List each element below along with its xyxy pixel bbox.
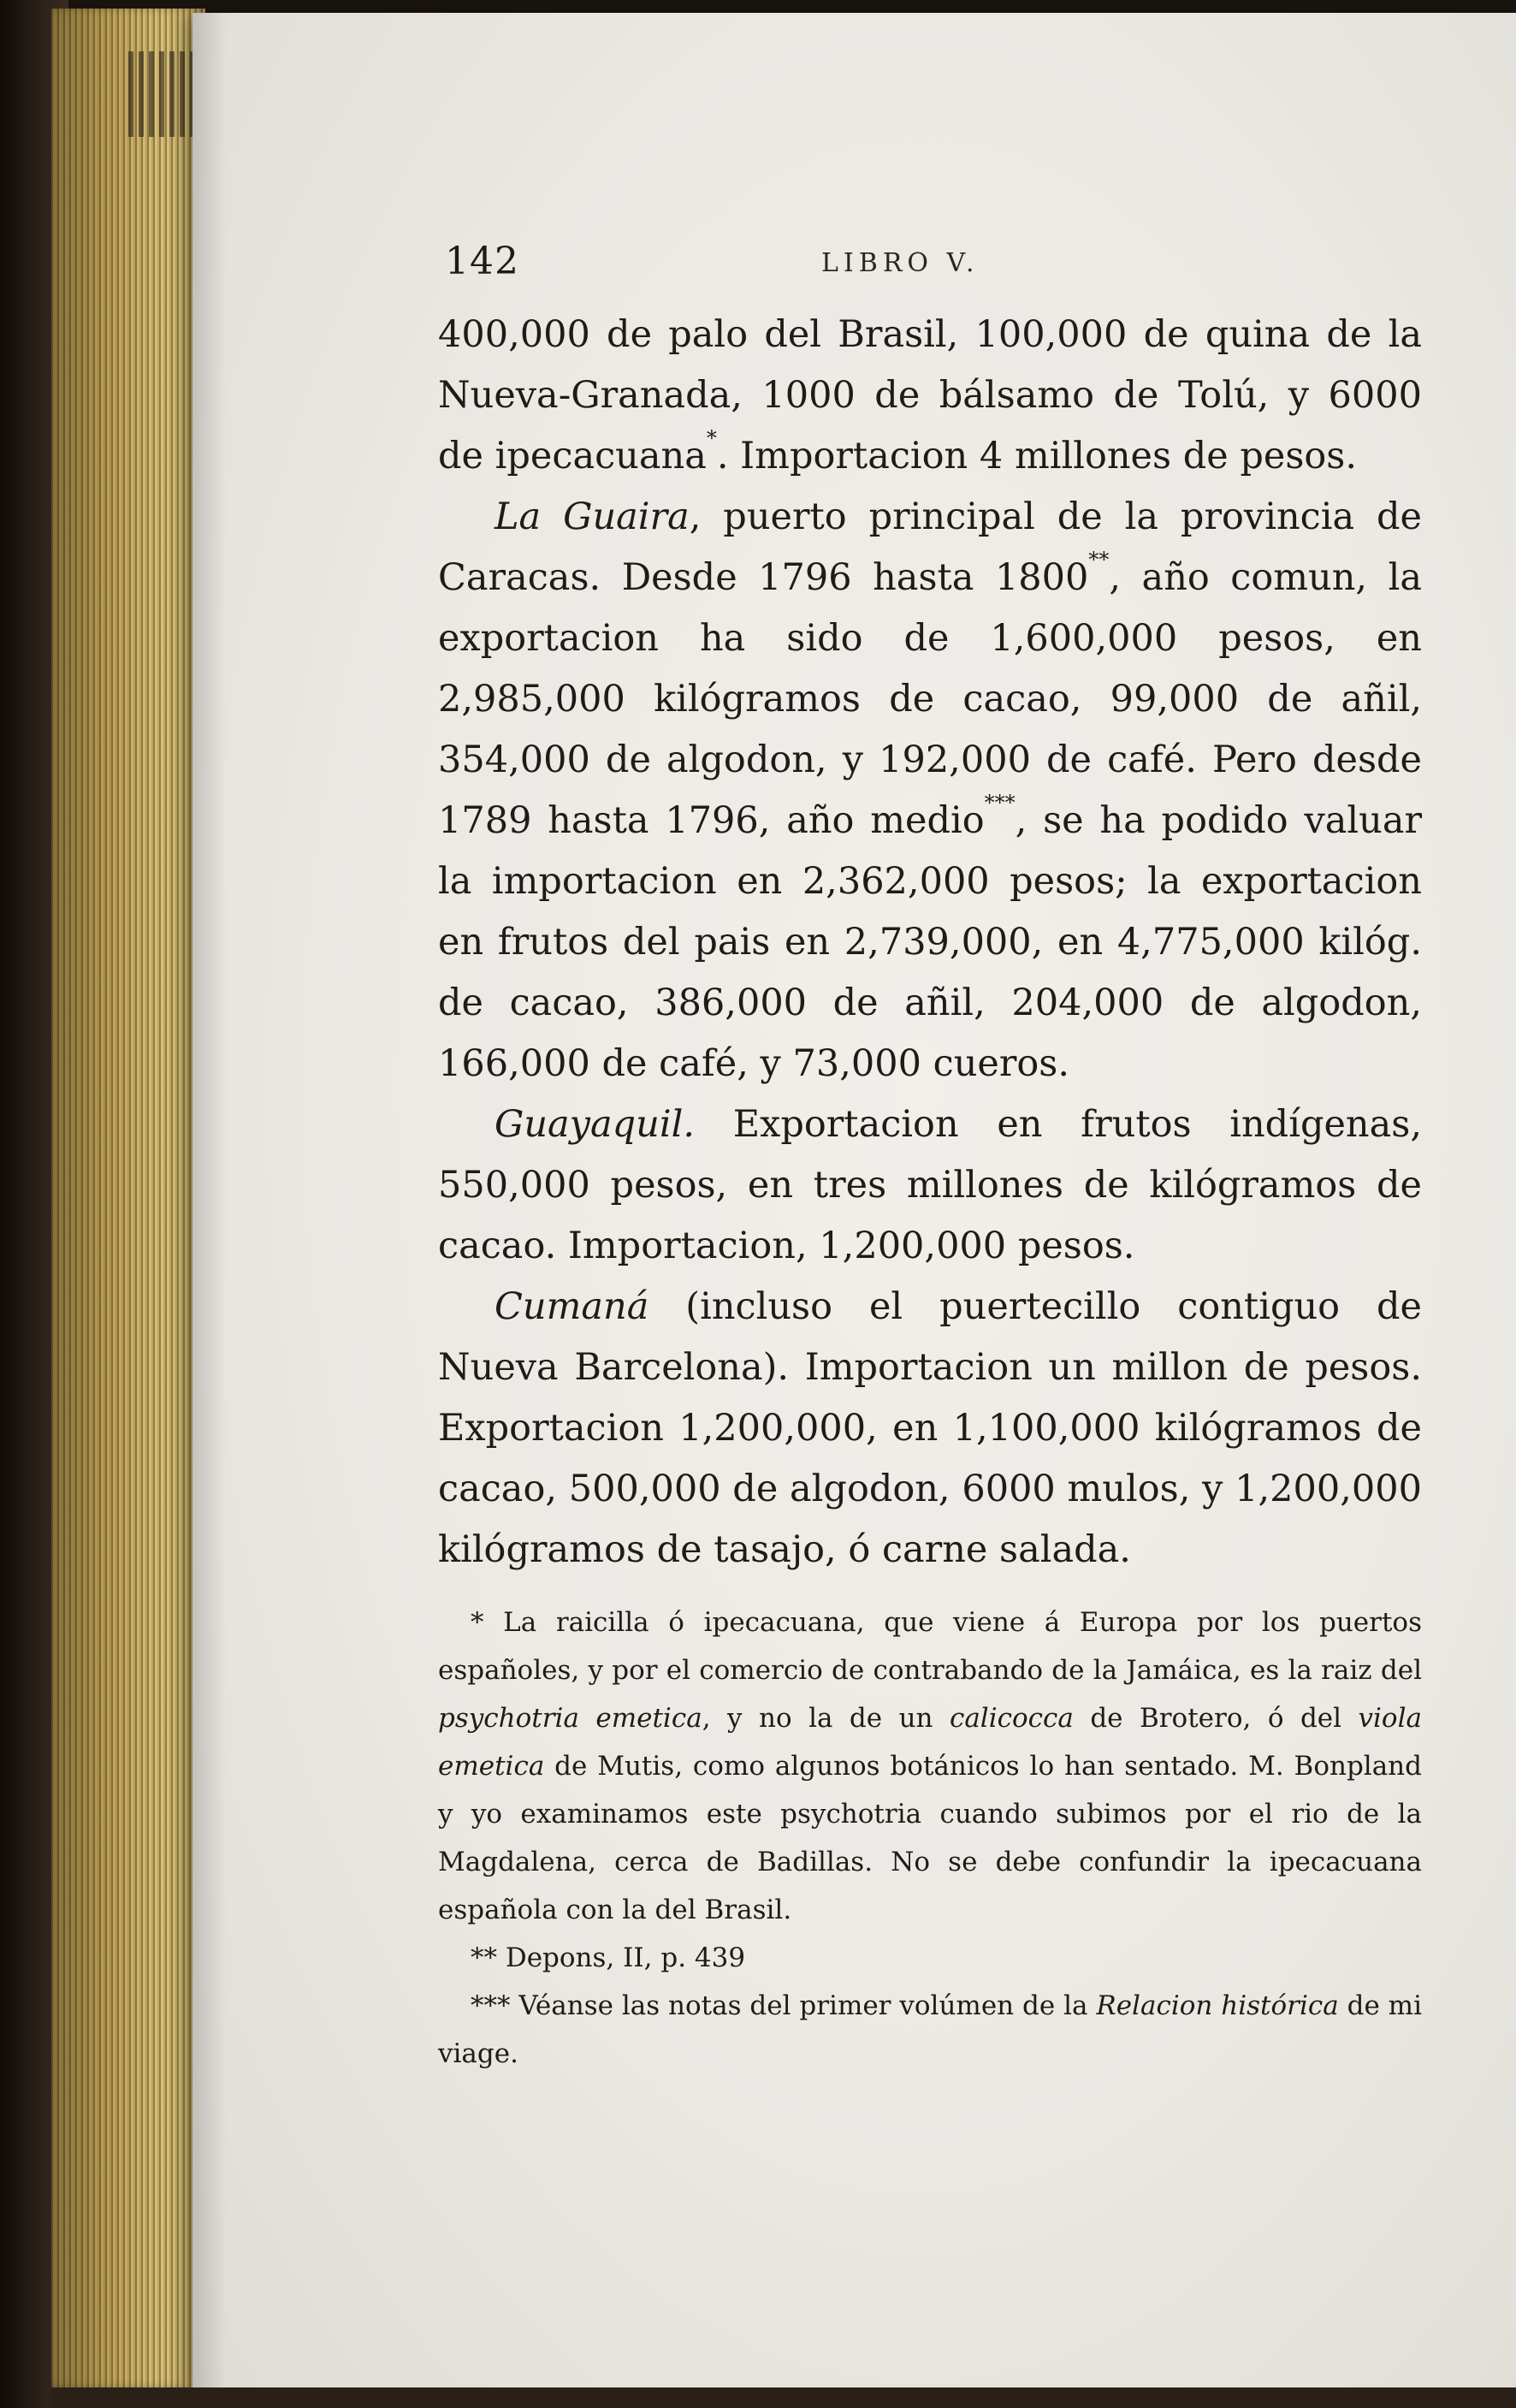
footnote-3	[438, 1982, 1422, 2078]
p4-lead: Cumaná	[494, 1285, 649, 1328]
footnotes	[438, 1598, 1422, 2078]
p1-tail: . Importacion 4 millones de pesos.	[716, 435, 1358, 477]
p3-text: Exportacion en frutos indígenas, 550,000 pesos, en tres millones de kilógramos de cacao. Importacion, 1,200,000 pesos.	[438, 1103, 1422, 1267]
fn2-text: Depons, II, p. 439	[497, 1942, 746, 1973]
fn2-mark: **	[471, 1942, 497, 1973]
binding-marks	[128, 51, 197, 137]
running-head	[445, 240, 1420, 300]
fn3-mark: ***	[471, 1990, 511, 2021]
page-number: 142	[445, 240, 519, 283]
gilded-page-edges	[51, 9, 205, 2387]
page-gutter-shadow	[192, 13, 227, 2392]
body-text	[438, 305, 1422, 1581]
fn1-mark: *	[471, 1607, 484, 1638]
fn1-b: , y no la de un	[702, 1703, 950, 1734]
p2-text-b: , año comun, la exportacion ha sido de 1,600,000 pesos, en 2,985,000 kilógramos de cacao, 99,000 de añil, 354,000 de algodon, y 192,000 de café. Pero desde 1789 hasta 1796, año medio	[438, 556, 1422, 842]
p2-text-a: , puerto principal de la provincia de Caracas. Desde 1796 hasta 1800	[438, 495, 1422, 599]
paragraph-1	[438, 305, 1422, 487]
paragraph-guayaquil	[438, 1094, 1422, 1277]
footnote-ref-1: *	[706, 426, 717, 450]
p3-lead: Guayaquil.	[494, 1103, 696, 1146]
fn3-b: de mi viage.	[438, 1990, 1422, 2069]
bottom-edge	[51, 2387, 1516, 2408]
fn3-italic: Relacion histórica	[1096, 1990, 1339, 2021]
fn1-italic-1: psychotria emetica	[438, 1703, 702, 1734]
p1-text: 400,000 de palo del Brasil, 100,000 de quina de la Nueva-Granada, 1000 de bálsamo de Tolú, y 6000 de ipecacuana	[438, 313, 1422, 477]
paragraph-cumana	[438, 1277, 1422, 1581]
footnote-ref-3: ***	[984, 791, 1016, 815]
p4-text: (incluso el puertecillo contiguo de Nueva Barcelona). Importacion un millon de pesos. Exportacion 1,200,000, en 1,100,000 kilógramos de cacao, 500,000 de algodon, 6000 mulos, y 1,200,000 kilógramos de tasajo, ó carne salada.	[438, 1285, 1422, 1571]
fn1-d: de Mutis, como algunos botánicos lo han sentado. M. Bonpland y yo examinamos este psychotria cuando subimos por el rio de la Magdalena, cerca de Badillas. No se debe confundir la ipecacuana española con la del Brasil.	[438, 1751, 1422, 1925]
p2-lead: La Guaira	[494, 495, 690, 538]
p2-text-c: , se ha podido valuar la importacion en 2,362,000 pesos; la exportacion en frutos del pais en 2,739,000, en 4,775,000 kilóg. de cacao, 386,000 de añil, 204,000 de algodon, 166,000 de café, y 73,000 cueros.	[438, 799, 1423, 1085]
footnote-2	[438, 1934, 1422, 1982]
fn3-a: Véanse las notas del primer volúmen de la	[510, 1990, 1097, 2021]
running-title: LIBRO V.	[821, 248, 980, 278]
fn1-italic-2: calicocca	[949, 1703, 1074, 1734]
footnote-1	[438, 1598, 1422, 1934]
footnote-ref-2: **	[1088, 548, 1110, 572]
fn1-a: La raicilla ó ipecacuana, que viene á Europa por los puertos españoles, y por el comercio de contrabando de la Jamáica, es la raiz del	[438, 1607, 1422, 1686]
paragraph-la-guaira	[438, 487, 1422, 1094]
fn1-italic-3: viola emetica	[438, 1703, 1422, 1782]
fn1-c: de Brotero, ó del	[1073, 1703, 1359, 1734]
